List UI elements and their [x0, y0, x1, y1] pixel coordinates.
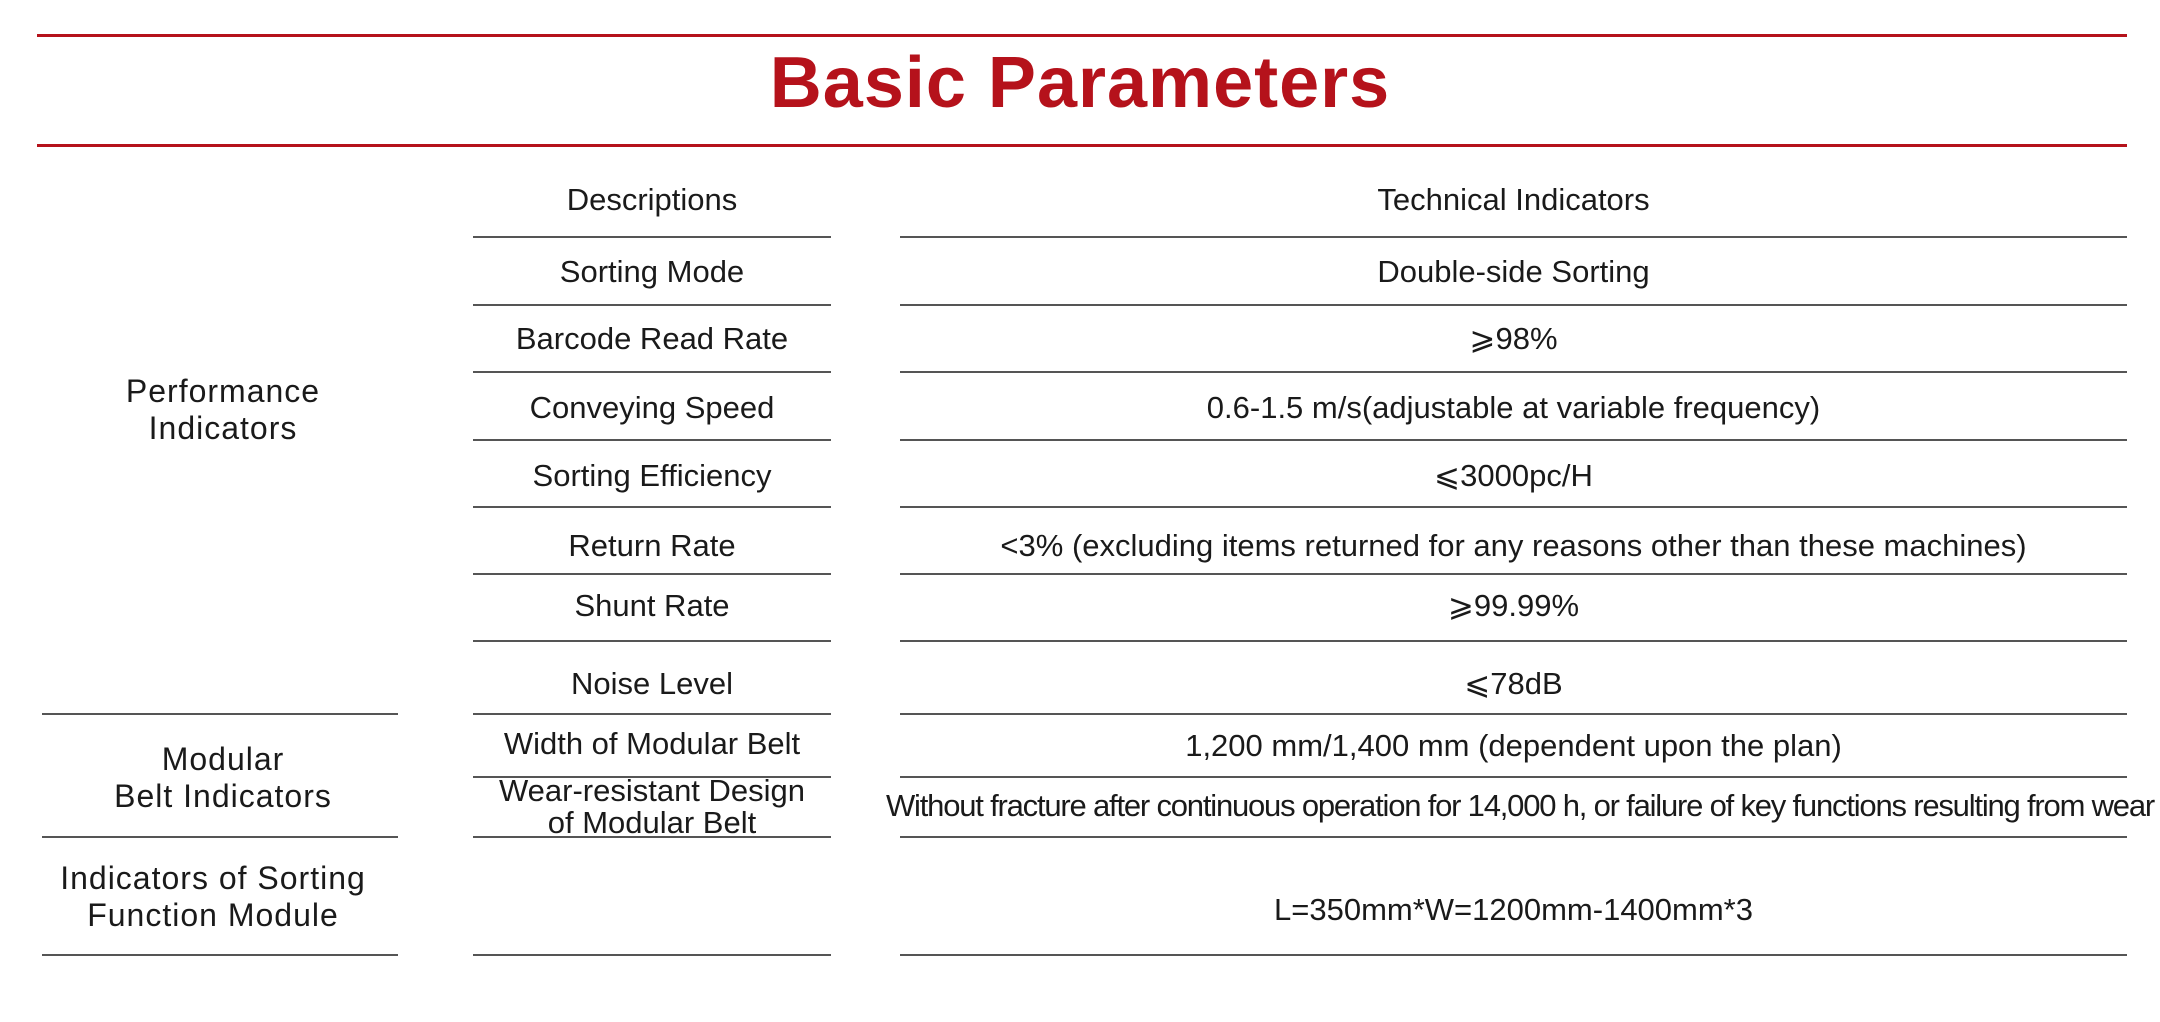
- header-technical-indicators: Technical Indicators: [1377, 181, 1650, 217]
- row-description: Width of Modular Belt: [503, 725, 801, 761]
- row-divider: [473, 304, 831, 306]
- row-description: Sorting Mode: [559, 253, 745, 289]
- category-divider: [42, 713, 398, 715]
- category-modular-belt-indicators: Modular Belt Indicators: [114, 741, 332, 814]
- row-divider: [473, 439, 831, 441]
- header-descriptions: Descriptions: [566, 181, 738, 217]
- title-top-rule: [37, 34, 2127, 37]
- row-divider: [900, 304, 2127, 306]
- row-value: Double-side Sorting: [1377, 253, 1650, 289]
- row-description: Conveying Speed: [529, 389, 775, 425]
- category-divider: [42, 954, 398, 956]
- category-sorting-function-module: Indicators of Sorting Function Module: [60, 860, 366, 933]
- row-divider: [473, 506, 831, 508]
- row-description: Return Rate: [568, 527, 736, 563]
- row-divider: [900, 640, 2127, 642]
- row-value: ⩾99.99%: [1447, 587, 1580, 623]
- row-description: Noise Level: [571, 665, 733, 701]
- row-value: L=350mm*W=1200mm-1400mm*3: [1274, 891, 1753, 927]
- row-value: 0.6-1.5 m/s(adjustable at variable frequency): [1206, 389, 1821, 425]
- row-description: [473, 880, 831, 940]
- row-description: Wear-resistant Design of Modular Belt: [498, 773, 806, 840]
- row-value: ⩾98%: [1469, 320, 1558, 356]
- category-performance-indicators: Performance Indicators: [125, 373, 321, 446]
- row-description: Barcode Read Rate: [515, 320, 789, 356]
- row-description: Sorting Efficiency: [532, 457, 772, 493]
- row-divider: [473, 640, 831, 642]
- row-divider: [900, 371, 2127, 373]
- category-divider: [42, 836, 398, 838]
- row-divider: [473, 371, 831, 373]
- row-value: 1,200 mm/1,400 mm (dependent upon the plan): [1185, 727, 1842, 763]
- row-divider: [900, 506, 2127, 508]
- page-title: Basic Parameters: [769, 43, 1391, 123]
- row-divider: [473, 954, 831, 956]
- row-value: <3% (excluding items returned for any reasons other than these machines): [1000, 527, 2027, 563]
- row-divider: [900, 439, 2127, 441]
- row-divider: [473, 236, 831, 238]
- row-value: ⩽3000pc/H: [1434, 457, 1593, 493]
- row-value: ⩽78dB: [1464, 665, 1563, 701]
- row-divider: [900, 836, 2127, 838]
- row-divider: [900, 954, 2127, 956]
- title-bottom-rule: [37, 144, 2127, 147]
- row-divider: [900, 236, 2127, 238]
- row-value: Without fracture after continuous operation for 14,000 h, or failure of key functions resulting from wear: [886, 787, 2155, 823]
- row-description: Shunt Rate: [574, 587, 730, 623]
